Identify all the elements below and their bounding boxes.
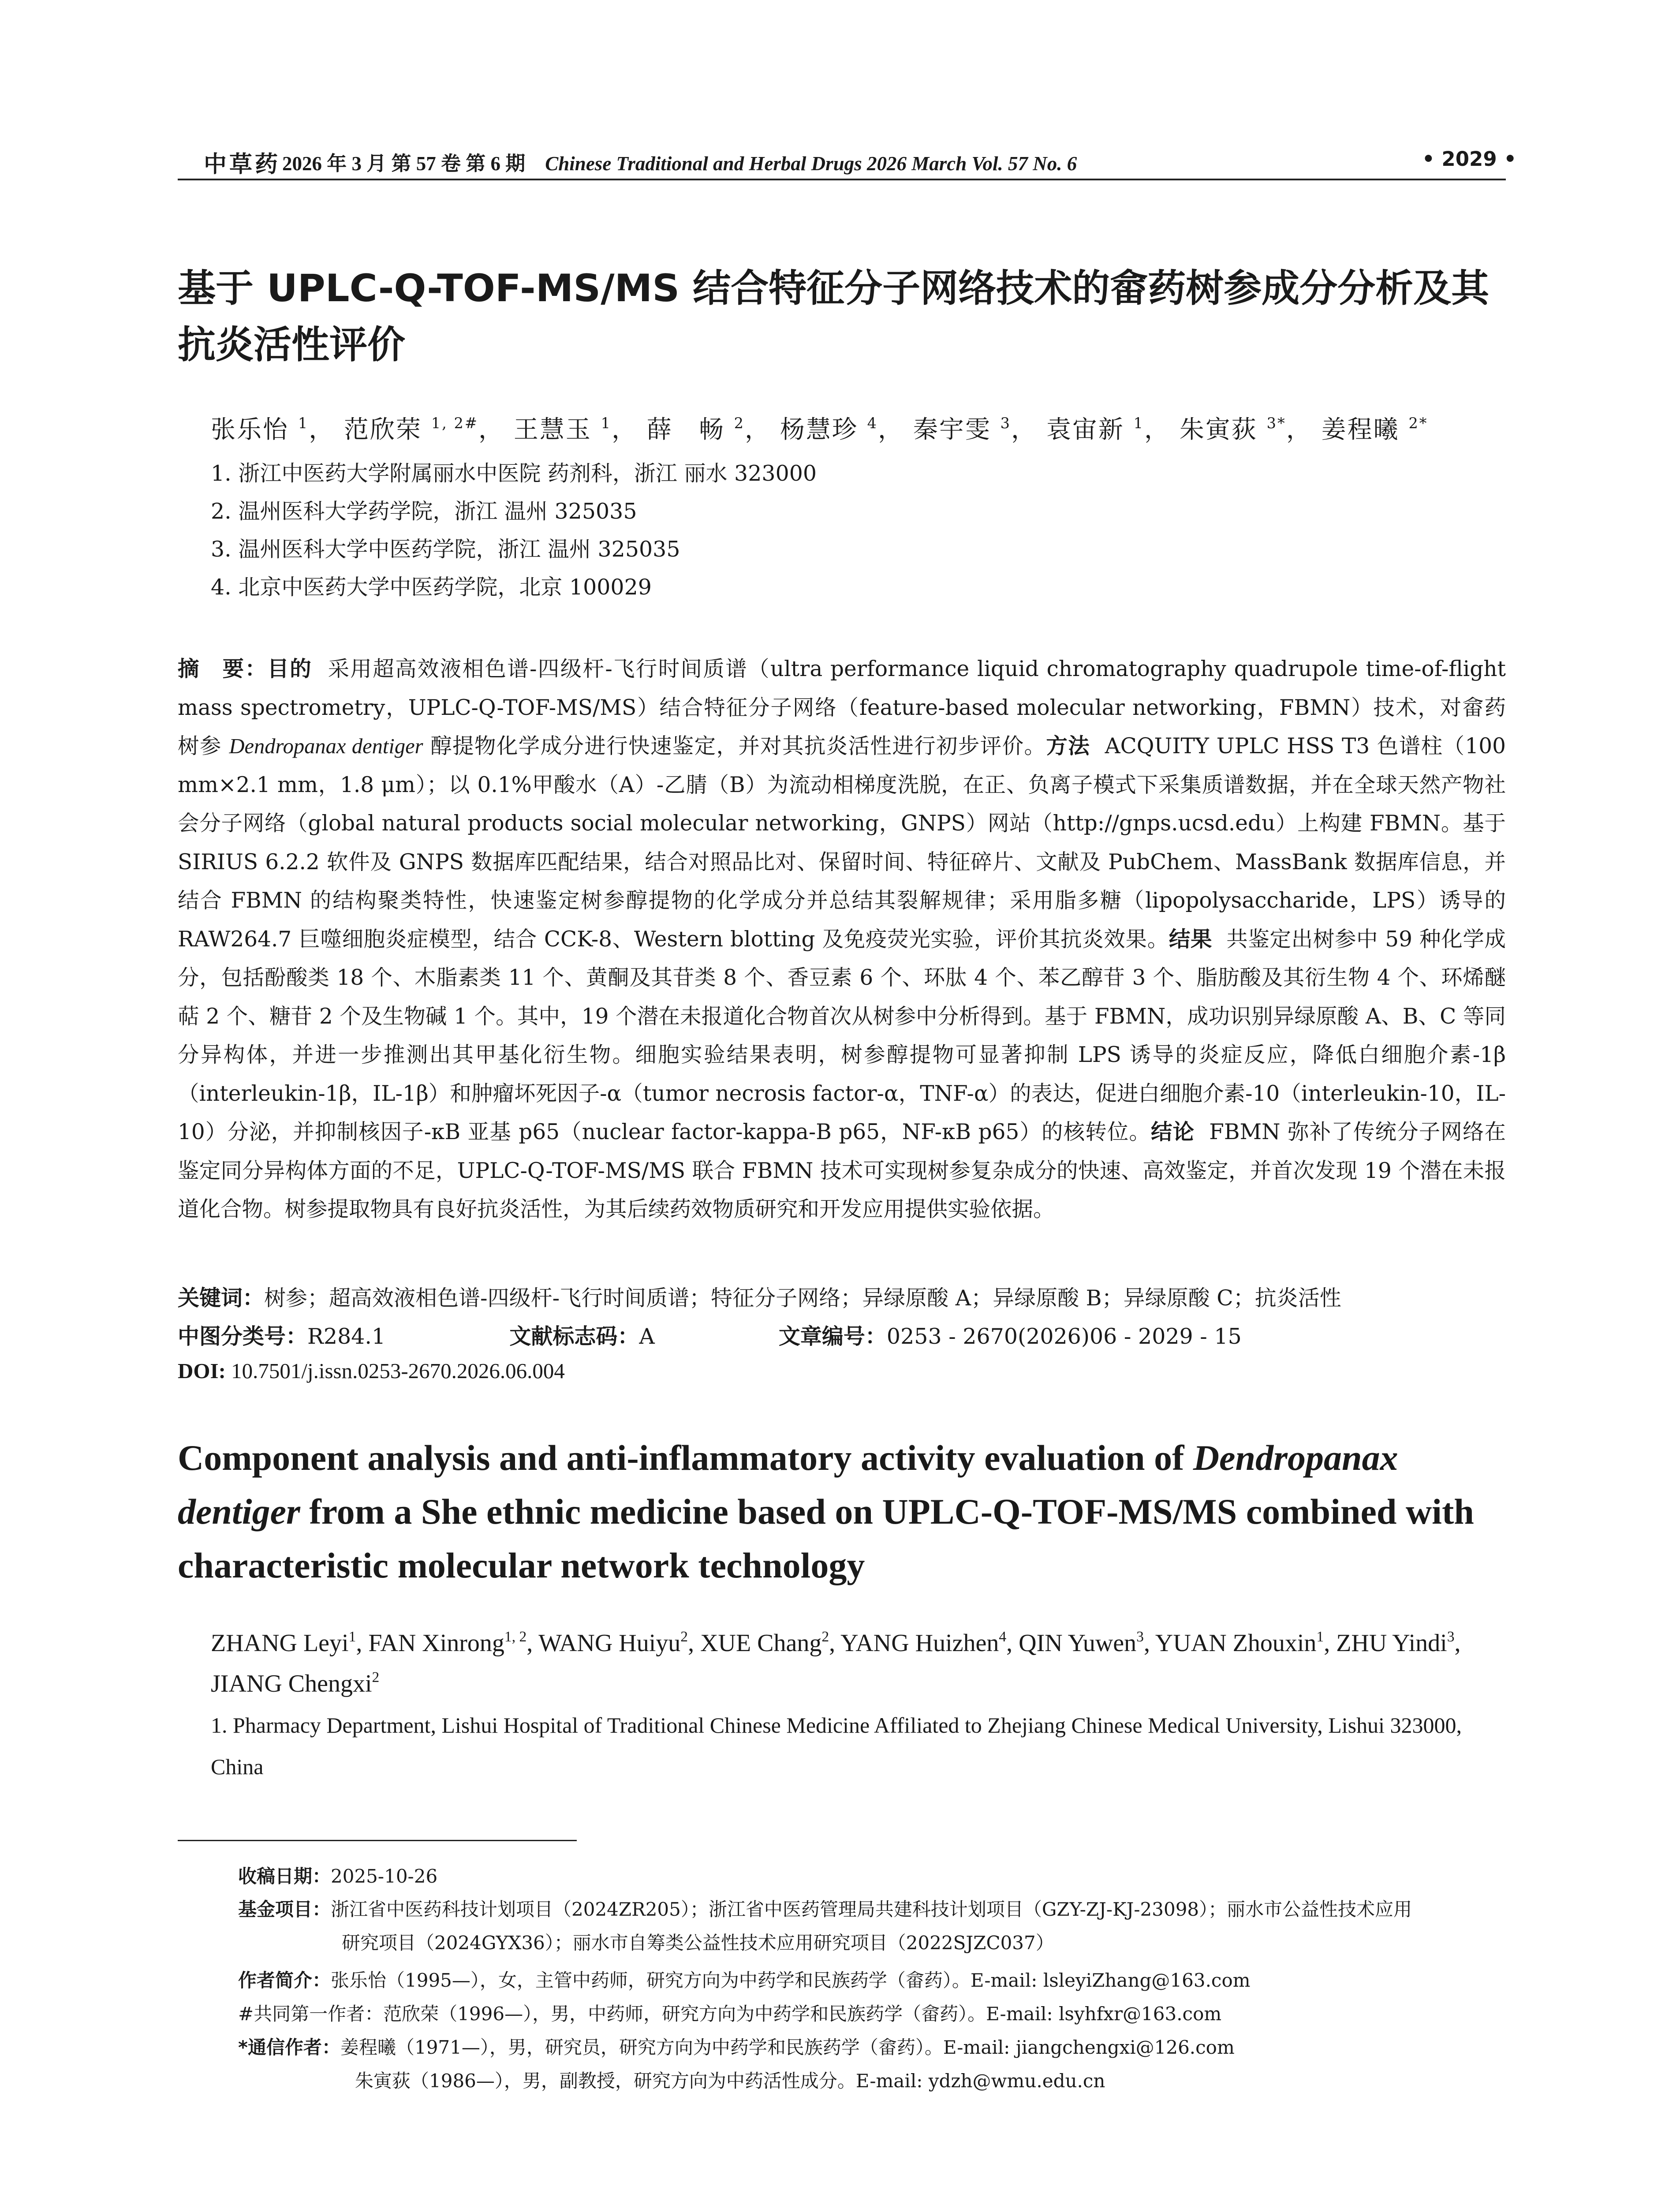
affiliation-en: 1. Pharmacy Department, Lishui Hospital of Traditional Chinese Medicine Affiliated to Zhejiang Chinese Medical University, Lishui 323000, China — [211, 1713, 1462, 1779]
author-cn: 杨慧珍 $^4$， — [780, 415, 904, 444]
author-cn: 薛 畅 $^2$， — [646, 415, 771, 444]
author-cn: 范欣荣 $^{1, 2\#}$， — [344, 415, 505, 444]
title-en-species: Dendropanax dentiger — [178, 1438, 1398, 1532]
authors-cn — [211, 410, 1428, 445]
author-cn: 姜程曦 $^{2*}$ — [1321, 415, 1428, 444]
doi — [178, 1358, 565, 1383]
author-en: YUAN Zhouxin$^1$, — [1155, 1629, 1337, 1657]
conclusion-label: 结论 — [1151, 1120, 1195, 1144]
author-en: ZHANG Leyi$^1$, — [211, 1629, 369, 1657]
abstract-label: 摘 要： — [178, 657, 268, 681]
footnote-received: 收稿日期：2025-10-26 — [238, 1865, 438, 1887]
footnote-fund: 基金项目：浙江省中医药科技计划项目（2024ZR205）；浙江省中医药管理局共建科技计划项目（GZY-ZJ-KJ-23098）；丽水市公益性技术应用 — [238, 1899, 1412, 1920]
results-label: 结果 — [1169, 927, 1213, 952]
doi-label: DOI: — [178, 1359, 226, 1383]
methods-label: 方法 — [1046, 734, 1090, 759]
author-cn: 张乐怡 $^1$， — [211, 415, 335, 444]
results-text: 共鉴定出树参中 59 种化学成分，包括酚酸类 18 个、木脂素类 11 个、黄酮及其苷类 8 个、香豆素 6 个、环肽 4 个、苯乙醇苷 3 个、脂肪酸及其衍生物 4 个、环烯醚萜 2 个、糖苷 2 个及生物碱 1 个。其中，19 个潜在未报道化合物首次从树参中分析得到。基于 FBMN，成功识别异绿原酸 A、B、C 等同分异构体，并进一步推测出其甲基化衍生物。细胞实验结果表明，树参醇提物可显著抑制 LPS 诱导的炎症反应，降低白细胞介素-1β（interleukin-1β，IL-1β）和肿瘤坏死因子-α（tumor necrosis factor-α，TNF-α）的表达，促进白细胞介素-10（interleukin-10，IL-10）分泌，并抑制核因子-κB 亚基 p65（nuclear factor-kappa-B p65，NF-κB p65）的核转位。 — [178, 927, 1506, 1144]
clc-label: 中图分类号： — [178, 1324, 308, 1349]
title-en-part2: from a She ethnic medicine based on UPLC-Q-TOF-MS/MS combined with characteristic molecular network technology — [178, 1491, 1474, 1585]
author-en: YANG Huizhen$^4$, — [840, 1629, 1019, 1657]
title-en-part1: Component analysis and anti-inflammatory activity evaluation of — [178, 1438, 1193, 1478]
footnote-rule — [178, 1840, 577, 1841]
authors-en — [211, 1623, 1516, 1704]
article-no-value: 0253 - 2670(2026)06 - 2029 - 15 — [886, 1324, 1242, 1349]
issue-info-cn: 2026 年 3 月 第 57 卷 第 6 期 — [282, 153, 526, 175]
affiliation-cn: 4. 北京中医药大学中医药学院，北京 100029 — [211, 575, 652, 600]
author-en: WANG Huiyu$^2$, — [538, 1629, 701, 1657]
article-title-en — [178, 1431, 1523, 1592]
objective-text: 采用超高效液相色谱-四级杆-飞行时间质谱（ultra performance liquid chromatography quadrupole time-of-flight mass spectrometry，UPLC-Q-TOF-MS/MS）结合特征分子网络（feature-based molecular networking，FBMN）技术，对畲药树参 — [178, 657, 1506, 759]
header-rule — [178, 179, 1506, 180]
footnote-cofirst-author: #共同第一作者：范欣荣（1996—），男，中药师，研究方向为中药学和民族药学（畲药）。E-mail: lsyhfxr@163.com — [238, 2003, 1222, 2025]
author-cn: 袁宙新 $^1$， — [1046, 415, 1171, 444]
clc-value: R284.1 — [307, 1324, 386, 1349]
author-en: FAN Xinrong$^{1, 2}$, — [368, 1629, 539, 1657]
species-name: Dendropanax dentiger — [229, 735, 423, 758]
page-number: • 2029 • — [1422, 147, 1517, 171]
author-cn: 朱寅荻 $^{3*}$， — [1179, 415, 1312, 444]
author-en: JIANG Chengxi$^2$ — [211, 1669, 380, 1697]
affiliation-cn: 3. 温州医科大学中医药学院，浙江 温州 325035 — [211, 537, 680, 562]
issue-info — [282, 147, 1077, 176]
footnote-fund-continued: 研究项目（2024GYX36）；丽水市自筹类公益性技术应用研究项目（2022SJZC037） — [342, 1932, 1054, 1954]
objective-tail: 醇提物化学成分进行快速鉴定，并对其抗炎活性进行初步评价。 — [430, 734, 1046, 759]
affiliation-cn: 2. 温州医科大学药学院，浙江 温州 325035 — [211, 499, 637, 524]
journal-logo: 中草药 — [204, 151, 281, 178]
classification — [178, 1319, 1242, 1350]
abstract-cn — [178, 650, 1506, 1229]
methods-text: ACQUITY UPLC HSS T3 色谱柱（100 mm×2.1 mm，1.8 μm）；以 0.1%甲酸水（A）-乙腈（B）为流动相梯度洗脱，在正、负离子模式下采集质谱数据，并在全球天然产物社会分子网络（global natural products social molecular networking，GNPS）网站（http://gnps.ucsd.edu）上构建 FBMN。基于 SIRIUS 6.2.2 软件及 GNPS 数据库匹配结果，结合对照品比对、保留时间、特征碎片、文献及 PubChem、MassBank 数据库信息，并结合 FBMN 的结构聚类特性，快速鉴定树参醇提物的化学成分并总结其裂解规律；采用脂多糖（lipopolysaccharide，LPS）诱导的 RAW264.7 巨噬细胞炎症模型，结合 CCK-8、Western blotting 及免疫荧光实验，评价其抗炎效果。 — [178, 734, 1506, 952]
affiliation-cn: 1. 浙江中医药大学附属丽水中医院 药剂科，浙江 丽水 323000 — [211, 461, 817, 486]
article-title-cn: 基于 UPLC-Q-TOF-MS/MS 结合特征分子网络技术的畲药树参成分分析及其抗炎活性评价 — [178, 266, 1490, 367]
author-cn: 秦宇雯 $^3$， — [913, 415, 1038, 444]
keywords — [178, 1281, 1341, 1312]
keywords-text: 树参；超高效液相色谱-四级杆-飞行时间质谱；特征分子网络；异绿原酸 A；异绿原酸 B；异绿原酸 C；抗炎活性 — [264, 1286, 1341, 1311]
keywords-label: 关键词： — [178, 1286, 265, 1311]
author-cn: 王慧玉 $^1$， — [513, 415, 638, 444]
article-no-label: 文章编号： — [778, 1324, 887, 1349]
footnote-author: 作者简介：张乐怡（1995—），女，主管中药师，研究方向为中药学和民族药学（畲药）。E-mail: lsleyiZhang@163.com — [238, 1970, 1251, 1991]
objective-label: 目的 — [267, 657, 313, 681]
footnote-corresponding: *通信作者：姜程曦（1971—），男，研究员，研究方向为中药学和民族药学（畲药）。E-mail: jiangchengxi@126.com — [238, 2037, 1235, 2058]
issue-info-en: Chinese Traditional and Herbal Drugs 2026 March Vol. 57 No. 6 — [545, 153, 1077, 175]
conclusion-text: FBMN 弥补了传统分子网络在鉴定同分异构体方面的不足，UPLC-Q-TOF-MS/MS 联合 FBMN 技术可实现树参复杂成分的快速、高效鉴定，并首次发现 19 个潜在未报道化合物。树参提取物具有良好抗炎活性，为其后续药效物质研究和开发应用提供实验依据。 — [178, 1120, 1506, 1222]
footnote-corresponding-2: 朱寅荻（1986—），男，副教授，研究方向为中药活性成分。E-mail: ydzh@wmu.edu.cn — [355, 2070, 1105, 2092]
author-en: QIN Yuwen$^3$, — [1019, 1629, 1155, 1657]
doc-code-value: A — [639, 1324, 655, 1349]
doc-code-label: 文献标志码： — [509, 1324, 639, 1349]
doi-value[interactable]: 10.7501/j.issn.0253-2670.2026.06.004 — [231, 1359, 565, 1383]
author-en: ZHU Yindi$^3$, — [1336, 1629, 1461, 1657]
author-en: XUE Chang$^2$, — [700, 1629, 841, 1657]
